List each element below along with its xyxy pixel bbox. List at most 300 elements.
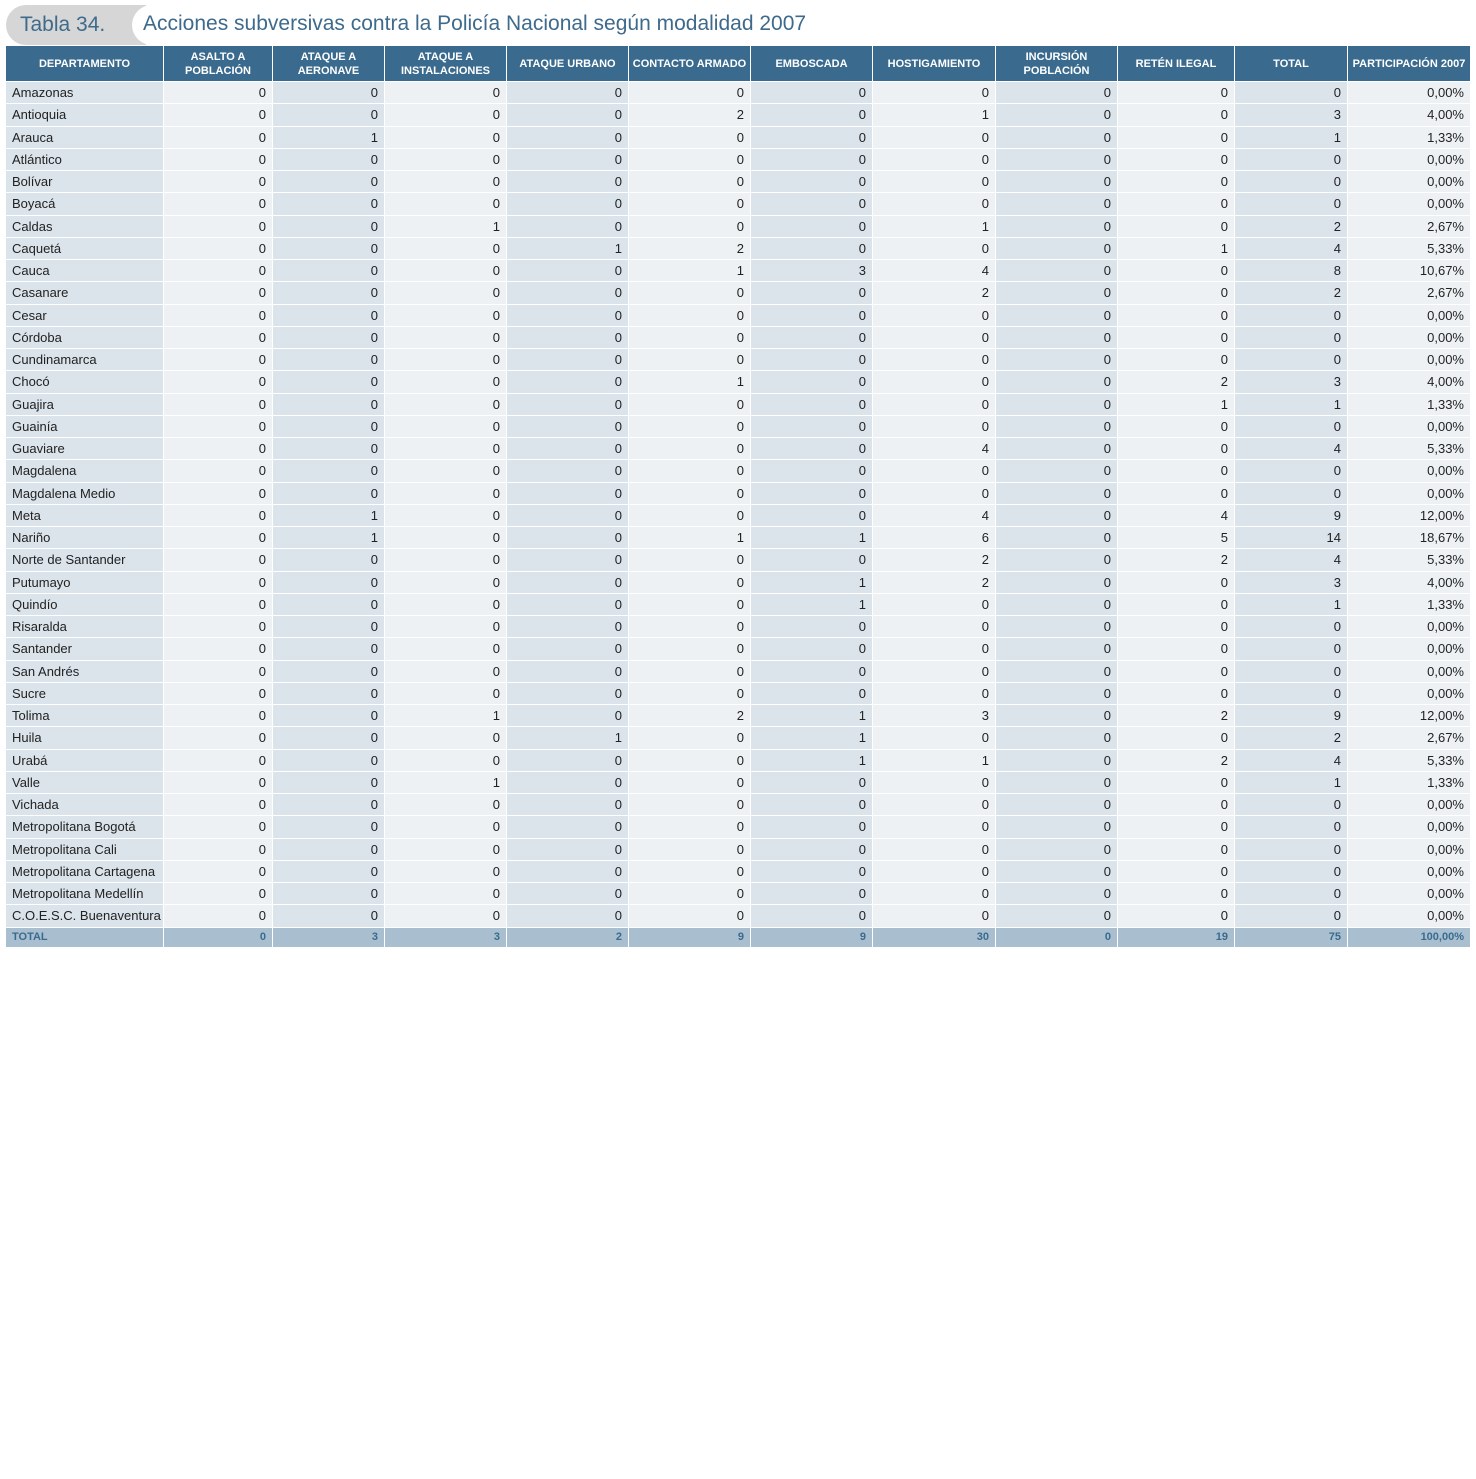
value-cell: 0 (164, 192, 273, 214)
value-cell: 0 (385, 370, 507, 392)
department-cell: Cauca (6, 259, 164, 281)
value-cell: 0,00% (1348, 148, 1470, 170)
column-header: RETÉN ILEGAL (1118, 46, 1235, 81)
value-cell: 0 (996, 593, 1118, 615)
value-cell: 0 (751, 838, 873, 860)
value-cell: 0 (1235, 415, 1348, 437)
value-cell: 0 (996, 459, 1118, 481)
table-title-bar (6, 5, 1470, 45)
value-cell: 0 (273, 192, 385, 214)
value-cell: 0 (873, 637, 996, 659)
value-cell: 0 (507, 103, 629, 125)
value-cell: 0 (996, 81, 1118, 103)
value-cell: 3 (1235, 571, 1348, 593)
value-cell: 0 (273, 726, 385, 748)
value-cell: 0 (1118, 726, 1235, 748)
value-cell: 0 (629, 860, 751, 882)
department-cell: Bolívar (6, 170, 164, 192)
column-header: EMBOSCADA (751, 46, 873, 81)
value-cell: 1 (1235, 126, 1348, 148)
value-cell: 0 (385, 815, 507, 837)
value-cell: 0 (164, 170, 273, 192)
value-cell: 0,00% (1348, 682, 1470, 704)
value-cell: 0 (507, 526, 629, 548)
value-cell: 0 (751, 459, 873, 481)
value-cell: 0 (385, 593, 507, 615)
value-cell: 1,33% (1348, 393, 1470, 415)
value-cell: 0 (507, 370, 629, 392)
value-cell: 0 (1118, 281, 1235, 303)
value-cell: 2 (1118, 749, 1235, 771)
value-cell: 0 (996, 615, 1118, 637)
value-cell: 0 (996, 237, 1118, 259)
value-cell: 0 (751, 170, 873, 192)
value-cell: 2 (1235, 726, 1348, 748)
value-cell: 0 (273, 237, 385, 259)
value-cell: 1 (629, 259, 751, 281)
value-cell: 0 (751, 860, 873, 882)
department-cell: Quindío (6, 593, 164, 615)
department-cell: C.O.E.S.C. Buenaventura (6, 904, 164, 926)
value-cell: 0,00% (1348, 170, 1470, 192)
value-cell: 1 (751, 726, 873, 748)
department-cell: Chocó (6, 370, 164, 392)
value-cell: 0 (996, 437, 1118, 459)
total-value-cell: 0 (164, 927, 273, 947)
total-value-cell: 9 (751, 927, 873, 947)
value-cell: 0 (273, 393, 385, 415)
value-cell: 0 (1118, 148, 1235, 170)
value-cell: 0 (751, 192, 873, 214)
value-cell: 0 (751, 237, 873, 259)
value-cell: 0 (164, 103, 273, 125)
value-cell: 0,00% (1348, 415, 1470, 437)
table-row (6, 348, 1470, 370)
table-row (6, 726, 1470, 748)
value-cell: 0 (273, 370, 385, 392)
value-cell: 0 (1118, 838, 1235, 860)
value-cell: 0 (273, 682, 385, 704)
value-cell: 0 (273, 148, 385, 170)
value-cell: 0 (273, 593, 385, 615)
value-cell: 1 (385, 215, 507, 237)
table-row (6, 749, 1470, 771)
value-cell: 1 (385, 771, 507, 793)
value-cell: 0,00% (1348, 326, 1470, 348)
value-cell: 3 (1235, 370, 1348, 392)
value-cell: 0 (1235, 882, 1348, 904)
value-cell: 0 (385, 192, 507, 214)
value-cell: 0 (1118, 437, 1235, 459)
column-header: HOSTIGAMIENTO (873, 46, 996, 81)
value-cell: 0 (751, 793, 873, 815)
value-cell: 0 (273, 326, 385, 348)
table-row (6, 81, 1470, 103)
value-cell: 0 (1118, 771, 1235, 793)
value-cell: 0,00% (1348, 793, 1470, 815)
value-cell: 1 (273, 504, 385, 526)
value-cell: 0 (164, 370, 273, 392)
value-cell: 1 (751, 571, 873, 593)
value-cell: 0 (751, 215, 873, 237)
value-cell: 0 (629, 437, 751, 459)
value-cell: 0 (1235, 326, 1348, 348)
table-row (6, 170, 1470, 192)
value-cell: 0,00% (1348, 192, 1470, 214)
value-cell: 0 (507, 615, 629, 637)
table-row (6, 415, 1470, 437)
department-cell: Putumayo (6, 571, 164, 593)
table-row (6, 148, 1470, 170)
value-cell: 0 (873, 393, 996, 415)
value-cell: 0 (507, 393, 629, 415)
value-cell: 0 (385, 281, 507, 303)
table-row (6, 838, 1470, 860)
total-value-cell: 9 (629, 927, 751, 947)
value-cell: 0 (1235, 81, 1348, 103)
value-cell: 0 (629, 793, 751, 815)
value-cell: 12,00% (1348, 504, 1470, 526)
value-cell: 0 (751, 904, 873, 926)
value-cell: 0 (385, 259, 507, 281)
value-cell: 0 (873, 237, 996, 259)
value-cell: 1 (629, 526, 751, 548)
value-cell: 0 (273, 215, 385, 237)
value-cell: 0 (629, 192, 751, 214)
value-cell: 0 (873, 370, 996, 392)
value-cell: 1 (507, 726, 629, 748)
value-cell: 0 (507, 504, 629, 526)
department-cell: Guainía (6, 415, 164, 437)
value-cell: 0 (996, 348, 1118, 370)
value-cell: 0 (629, 415, 751, 437)
table-row (6, 504, 1470, 526)
value-cell: 0 (273, 749, 385, 771)
value-cell: 0 (873, 126, 996, 148)
value-cell: 0 (385, 860, 507, 882)
table-row (6, 815, 1470, 837)
value-cell: 0 (1118, 793, 1235, 815)
value-cell: 0,00% (1348, 81, 1470, 103)
table-row (6, 904, 1470, 926)
value-cell: 0 (385, 237, 507, 259)
value-cell: 0 (996, 126, 1118, 148)
value-cell: 0 (629, 593, 751, 615)
value-cell: 0 (507, 281, 629, 303)
table-row (6, 526, 1470, 548)
value-cell: 0 (507, 304, 629, 326)
value-cell: 0 (629, 304, 751, 326)
value-cell: 0 (507, 815, 629, 837)
value-cell: 0 (629, 348, 751, 370)
value-cell: 0 (996, 259, 1118, 281)
value-cell: 0,00% (1348, 459, 1470, 481)
value-cell: 0 (1118, 682, 1235, 704)
value-cell: 0 (1235, 170, 1348, 192)
value-cell: 1 (273, 126, 385, 148)
value-cell: 1 (751, 526, 873, 548)
value-cell: 0 (629, 548, 751, 570)
table-row (6, 281, 1470, 303)
value-cell: 0 (1235, 904, 1348, 926)
value-cell: 0 (751, 771, 873, 793)
department-cell: San Andrés (6, 660, 164, 682)
value-cell: 0 (996, 103, 1118, 125)
value-cell: 0 (629, 838, 751, 860)
value-cell: 0 (873, 615, 996, 637)
department-cell: Arauca (6, 126, 164, 148)
value-cell: 0 (996, 771, 1118, 793)
table-row (6, 660, 1470, 682)
total-value-cell: 75 (1235, 927, 1348, 947)
value-cell: 1 (873, 215, 996, 237)
value-cell: 0 (164, 548, 273, 570)
value-cell: 0 (996, 571, 1118, 593)
value-cell: 0,00% (1348, 304, 1470, 326)
value-cell: 0 (873, 170, 996, 192)
value-cell: 0 (751, 126, 873, 148)
value-cell: 1 (385, 704, 507, 726)
value-cell: 0 (385, 504, 507, 526)
value-cell: 2 (1235, 215, 1348, 237)
value-cell: 0 (385, 482, 507, 504)
value-cell: 0 (385, 637, 507, 659)
value-cell: 1,33% (1348, 593, 1470, 615)
value-cell: 0 (273, 304, 385, 326)
total-value-cell: 30 (873, 927, 996, 947)
value-cell: 0 (751, 148, 873, 170)
value-cell: 0 (1118, 660, 1235, 682)
value-cell: 0 (996, 170, 1118, 192)
value-cell: 4 (1235, 437, 1348, 459)
value-cell: 0 (385, 660, 507, 682)
value-cell: 0 (1235, 793, 1348, 815)
value-cell: 0 (751, 393, 873, 415)
total-value-cell: 100,00% (1348, 927, 1470, 947)
value-cell: 12,00% (1348, 704, 1470, 726)
data-table (6, 46, 1470, 947)
value-cell: 0 (273, 259, 385, 281)
value-cell: 0 (385, 682, 507, 704)
value-cell: 1 (1118, 393, 1235, 415)
value-cell: 0 (385, 615, 507, 637)
value-cell: 0 (1235, 637, 1348, 659)
value-cell: 0 (507, 660, 629, 682)
value-cell: 0 (1235, 838, 1348, 860)
value-cell: 0 (164, 259, 273, 281)
value-cell: 0 (629, 281, 751, 303)
value-cell: 0 (1118, 593, 1235, 615)
value-cell: 0 (385, 393, 507, 415)
value-cell: 0 (164, 615, 273, 637)
value-cell: 0 (1235, 682, 1348, 704)
value-cell: 0 (507, 860, 629, 882)
value-cell: 4 (873, 504, 996, 526)
value-cell: 0 (996, 660, 1118, 682)
value-cell: 0 (164, 148, 273, 170)
value-cell: 0 (629, 170, 751, 192)
value-cell: 2 (629, 704, 751, 726)
value-cell: 0 (873, 304, 996, 326)
value-cell: 1 (751, 704, 873, 726)
value-cell: 0 (1235, 482, 1348, 504)
department-cell: Cesar (6, 304, 164, 326)
value-cell: 0 (507, 259, 629, 281)
value-cell: 0 (164, 126, 273, 148)
value-cell: 8 (1235, 259, 1348, 281)
value-cell: 0 (385, 726, 507, 748)
value-cell: 0 (273, 860, 385, 882)
value-cell: 4 (1235, 548, 1348, 570)
value-cell: 0 (873, 726, 996, 748)
table-row (6, 860, 1470, 882)
value-cell: 0 (751, 882, 873, 904)
value-cell: 0 (1118, 103, 1235, 125)
value-cell: 0 (507, 148, 629, 170)
table-row (6, 571, 1470, 593)
value-cell: 2,67% (1348, 215, 1470, 237)
value-cell: 4 (1235, 237, 1348, 259)
value-cell: 0 (507, 704, 629, 726)
value-cell: 0 (629, 148, 751, 170)
value-cell: 0 (873, 348, 996, 370)
value-cell: 0 (996, 192, 1118, 214)
value-cell: 4 (1235, 749, 1348, 771)
value-cell: 0 (751, 682, 873, 704)
value-cell: 9 (1235, 504, 1348, 526)
department-cell: Boyacá (6, 192, 164, 214)
value-cell: 2 (1118, 704, 1235, 726)
table-number-tab: Tabla 34. (6, 5, 146, 45)
value-cell: 0 (1235, 192, 1348, 214)
department-cell: Metropolitana Bogotá (6, 815, 164, 837)
value-cell: 0,00% (1348, 860, 1470, 882)
value-cell: 1 (1118, 237, 1235, 259)
value-cell: 0 (164, 326, 273, 348)
value-cell: 0 (385, 126, 507, 148)
value-cell: 0 (996, 393, 1118, 415)
value-cell: 0 (1235, 815, 1348, 837)
value-cell: 0 (751, 637, 873, 659)
value-cell: 0 (164, 215, 273, 237)
value-cell: 0 (996, 637, 1118, 659)
value-cell: 4 (873, 437, 996, 459)
value-cell: 0 (629, 326, 751, 348)
value-cell: 1 (1235, 393, 1348, 415)
value-cell: 0 (1235, 348, 1348, 370)
value-cell: 0 (751, 348, 873, 370)
value-cell: 0 (629, 637, 751, 659)
department-cell: Amazonas (6, 81, 164, 103)
value-cell: 0 (273, 793, 385, 815)
value-cell: 0 (873, 771, 996, 793)
value-cell: 0 (273, 281, 385, 303)
table-row (6, 304, 1470, 326)
value-cell: 2 (629, 103, 751, 125)
value-cell: 0 (629, 393, 751, 415)
department-cell: Metropolitana Medellín (6, 882, 164, 904)
value-cell: 0 (1118, 348, 1235, 370)
value-cell: 0 (1118, 882, 1235, 904)
value-cell: 0 (164, 459, 273, 481)
value-cell: 18,67% (1348, 526, 1470, 548)
value-cell: 3 (751, 259, 873, 281)
value-cell: 1 (507, 237, 629, 259)
value-cell: 0 (507, 126, 629, 148)
value-cell: 0 (164, 793, 273, 815)
department-cell: Caquetá (6, 237, 164, 259)
value-cell: 0 (996, 704, 1118, 726)
department-cell: Magdalena Medio (6, 482, 164, 504)
value-cell: 0 (996, 838, 1118, 860)
value-cell: 0 (1235, 459, 1348, 481)
value-cell: 0 (1118, 860, 1235, 882)
value-cell: 0 (385, 904, 507, 926)
value-cell: 0 (996, 548, 1118, 570)
value-cell: 0 (385, 103, 507, 125)
table-row (6, 882, 1470, 904)
table-row (6, 126, 1470, 148)
value-cell: 0 (507, 882, 629, 904)
value-cell: 4,00% (1348, 571, 1470, 593)
table-row (6, 370, 1470, 392)
value-cell: 0,00% (1348, 882, 1470, 904)
value-cell: 0 (507, 838, 629, 860)
value-cell: 0 (507, 81, 629, 103)
value-cell: 0 (1118, 81, 1235, 103)
value-cell: 14 (1235, 526, 1348, 548)
value-cell: 0 (164, 237, 273, 259)
value-cell: 0 (996, 415, 1118, 437)
value-cell: 0 (507, 771, 629, 793)
value-cell: 0 (1118, 815, 1235, 837)
value-cell: 0 (507, 904, 629, 926)
value-cell: 0 (1235, 615, 1348, 637)
value-cell: 0 (873, 660, 996, 682)
value-cell: 0 (873, 593, 996, 615)
value-cell: 0 (164, 726, 273, 748)
value-cell: 0 (273, 571, 385, 593)
value-cell: 0 (164, 348, 273, 370)
table-row (6, 215, 1470, 237)
column-header: CONTACTO ARMADO (629, 46, 751, 81)
value-cell: 2 (873, 548, 996, 570)
value-cell: 0 (629, 504, 751, 526)
column-header: ATAQUE A AERONAVE (273, 46, 385, 81)
value-cell: 0 (751, 482, 873, 504)
value-cell: 0 (273, 103, 385, 125)
value-cell: 5 (1118, 526, 1235, 548)
value-cell: 0 (164, 593, 273, 615)
department-cell: Metropolitana Cali (6, 838, 164, 860)
value-cell: 0 (629, 571, 751, 593)
department-cell: Norte de Santander (6, 548, 164, 570)
value-cell: 0 (507, 415, 629, 437)
table-header-row (6, 46, 1470, 81)
value-cell: 0 (164, 81, 273, 103)
value-cell: 0 (385, 148, 507, 170)
value-cell: 0 (385, 170, 507, 192)
value-cell: 0 (164, 281, 273, 303)
value-cell: 5,33% (1348, 749, 1470, 771)
value-cell: 0 (996, 370, 1118, 392)
value-cell: 0 (273, 548, 385, 570)
department-cell: Risaralda (6, 615, 164, 637)
department-cell: Sucre (6, 682, 164, 704)
value-cell: 0 (164, 860, 273, 882)
value-cell: 1 (751, 749, 873, 771)
value-cell: 0 (385, 304, 507, 326)
